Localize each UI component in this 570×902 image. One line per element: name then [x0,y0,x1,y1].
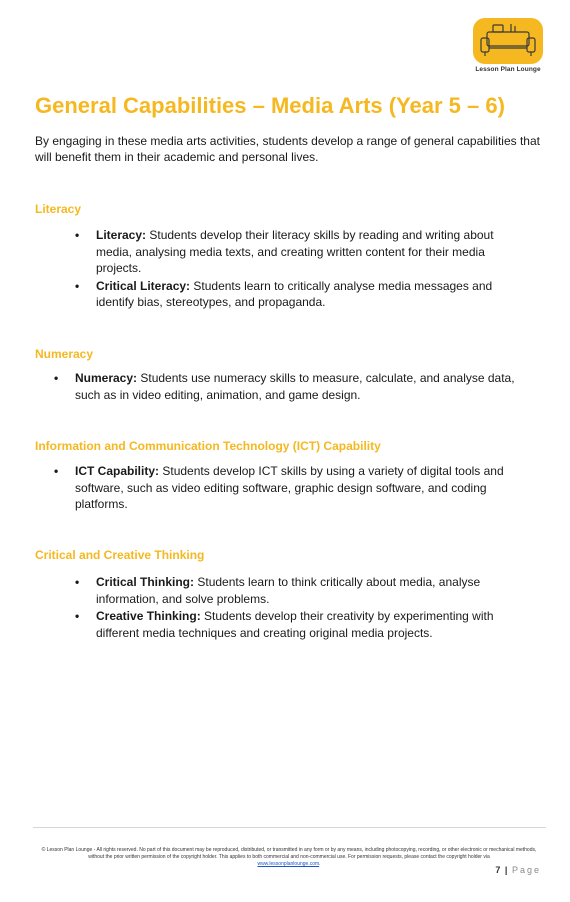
page-word: Page [511,865,541,875]
bullet-icon: • [75,228,80,242]
footer-copyright [38,847,540,868]
numeracy-list [54,370,536,404]
item-text: Students learn to think critically about media, analyse information, and solve problems. [96,575,481,606]
page-title: General Capabilities – Media Arts (Year 5 – 6) [35,93,505,118]
section-heading-critical-creative: Critical and Creative Thinking [35,548,205,562]
section-heading-literacy: Literacy [35,202,82,216]
item-text: Students use numeracy skills to measure, calculate, and analyse data, such as in video editing, animation, and game design. [75,371,515,402]
bullet-icon: • [75,609,80,623]
item-text: Students develop their creativity by experimenting with different media techniques and creating original media projects. [96,609,494,640]
list-item [75,608,515,641]
list-item [75,574,515,607]
item-term: Numeracy: [75,371,138,385]
section-heading-ict: Information and Communication Technology (ICT) Capability [35,439,381,453]
item-term: ICT Capability: [75,464,160,478]
list-item [54,370,536,403]
literacy-list [75,227,515,312]
ict-list [54,463,532,514]
item-term: Critical Literacy: [96,278,191,293]
section-heading-numeracy: Numeracy [35,347,94,361]
item-term: Critical Thinking: [96,575,195,589]
bullet-icon: • [54,464,59,478]
item-text: Students learn to critically analyse media messages and identify bias, stereotypes, and propaganda. [96,278,493,309]
thinking-list [75,574,515,642]
list-item [75,227,515,277]
item-text: Students develop their literacy skills by reading and writing about media, analysing media texts, and creating written content for their media projects. [96,228,494,275]
sofa-logo-icon [471,18,545,64]
copyright-text: © Lesson Plan Lounge - All rights reserved. No part of this document may be reproduced, distributed, or transmitted in any form or by any means, including photocopying, recording, or other electronic or mechanical methods, without the prior written permission of the copyright holder. This applies to both commercial and non-commercial use. For permission requests, please contact the copyright holder via [41,847,537,860]
bullet-icon: • [75,278,80,293]
page-separator: | [504,865,508,875]
list-item [54,463,532,513]
logo-text: Lesson Plan Lounge [475,66,541,73]
bullet-icon: • [75,575,80,589]
page-number [495,865,541,875]
logo [471,18,545,76]
footer-divider [33,827,546,828]
item-term: Creative Thinking: [96,609,201,623]
item-text: Students develop ICT skills by using a variety of digital tools and software, such as video editing software, graphic design software, and coding platforms. [75,464,504,511]
website-link[interactable]: www.lessonplanlounge.com [257,861,320,867]
item-term: Literacy: [96,228,147,242]
link-suffix: . [319,861,321,867]
bullet-icon: • [54,371,59,385]
page-number-value: 7 [495,865,501,875]
intro-paragraph: By engaging in these media arts activities, students develop a range of general capabilities that will benefit them in their academic and personal lives. [35,134,540,164]
list-item [75,278,515,311]
